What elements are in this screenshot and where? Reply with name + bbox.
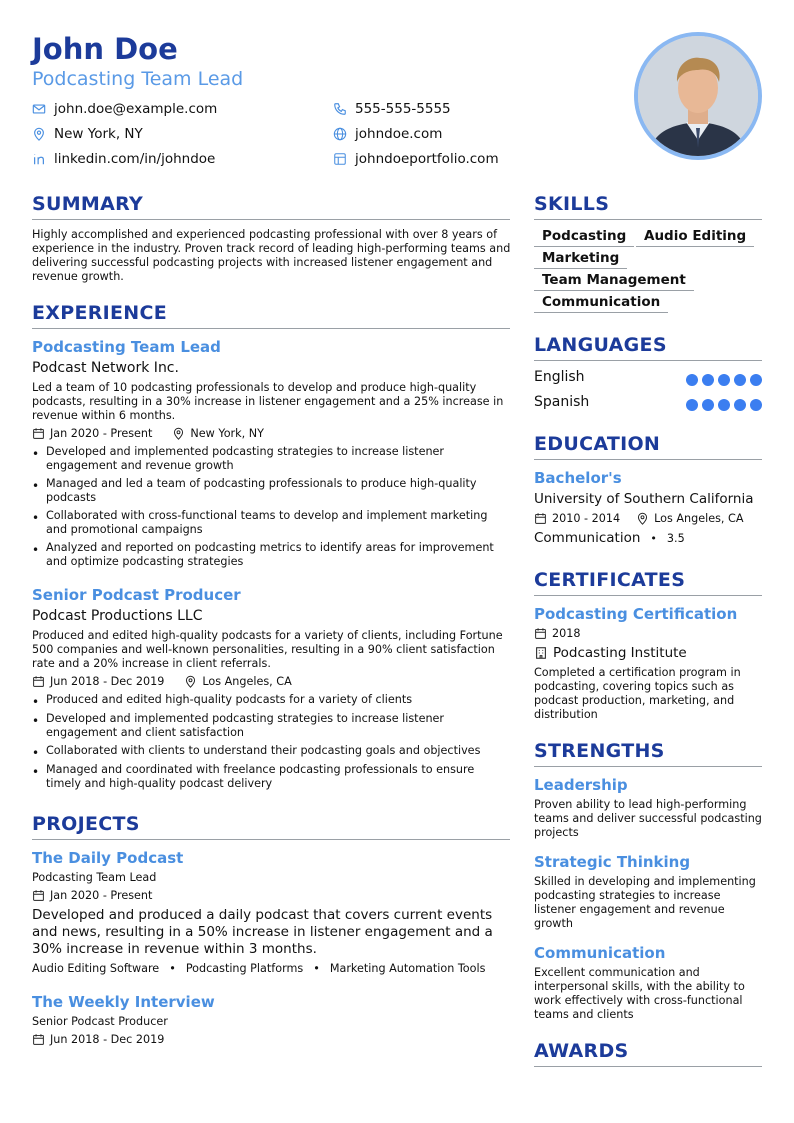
linkedin-text: linkedin.com/in/johndoe [54,151,216,167]
email-text: john.doe@example.com [54,101,218,117]
skill-tag: Audio Editing [636,228,754,247]
contact-email[interactable] [32,101,217,117]
project-title: The Weekly Interview [32,993,215,1011]
list-item: • Analyzed and reported on podcasting metrics to identify areas for improvement and optimize podcasting strategies [32,541,512,569]
location-pin-icon [172,427,185,440]
education-dates: 2010 - 2014 [552,512,621,525]
globe-icon [333,127,347,141]
list-item: • Developed and implemented podcasting strategies to increase listener engagement and client satisfaction [32,712,512,740]
institution-icon [534,646,548,660]
job-company: Podcast Productions LLC [32,608,203,624]
strength-text: Proven ability to lead high-performing teams and deliver successful podcasting projects [534,798,762,839]
strength-text: Excellent communication and interpersonal skills, with the ability to work effectively with cross-functional teams and clients [534,966,745,1021]
phone-icon [333,102,347,116]
education-field: Communication [534,530,641,546]
level-dot [734,374,746,386]
calendar-icon [534,627,547,640]
level-dot [686,374,698,386]
summary-text: Highly accomplished and experienced podcasting professional with over 8 years of experience in the industry. Proven track record of leading high-performing teams and delivering successful podcasting projects with increased listener engagement and revenue growth. [32,228,511,283]
certificate-title: Podcasting Certification [534,605,738,623]
education-gpa: 3.5 [666,531,685,545]
list-item: • Managed and led a team of podcasting professionals to produce high-quality podcasts [32,477,512,505]
candidate-name: John Doe [32,32,178,66]
portfolio-icon [333,152,347,166]
location-pin-icon [636,512,649,525]
language-level-dots [686,399,762,411]
job-dates: Jun 2018 - Dec 2019 [50,675,165,688]
section-divider [534,219,762,220]
calendar-icon [32,889,45,902]
list-item: • Managed and coordinated with freelance podcasting professionals to ensure timely and high-quality podcast delivery [32,763,512,791]
section-divider [32,219,510,220]
projects-heading: PROJECTS [32,813,140,835]
level-dot [702,399,714,411]
project-dates: Jan 2020 - Present [50,889,153,902]
level-dot [734,399,746,411]
tool-tag: Audio Editing Software [32,962,160,975]
location-pin-icon [184,675,197,688]
skill-tag: Communication [534,294,668,313]
skill-tag: Podcasting [534,228,634,247]
calendar-icon [534,512,547,525]
experience-heading: EXPERIENCE [32,302,168,324]
awards-heading: AWARDS [534,1040,629,1062]
tool-tag: Marketing Automation Tools [329,962,486,975]
separator-dot: • [313,962,320,975]
job-description: Produced and edited high-quality podcasts for a variety of clients, including Fortune 500 companies and well-known personalities, resulting in a 90% client satisfaction rate and a 20% increase in client referrals. [32,629,503,670]
project-meta [32,1033,164,1046]
calendar-icon [32,1033,45,1046]
job-description: Led a team of 10 podcasting professionals to develop and produce high-quality podcasts, resulting in a 30% increase in listener engagement and a 25% increase in revenue within 6 months. [32,381,504,422]
skill-tag: Marketing [534,250,627,269]
education-meta [534,512,743,525]
certificate-meta [534,627,580,640]
phone-text: 555-555-5555 [355,101,451,117]
calendar-icon [32,675,45,688]
envelope-icon [32,102,46,116]
strength-title: Communication [534,944,666,962]
language-level-dots [686,374,762,386]
contact-website[interactable] [333,126,442,142]
job-meta [32,675,292,688]
education-location: Los Angeles, CA [654,512,744,525]
job-title: Podcasting Team Lead [32,338,221,356]
strength-text: Skilled in developing and implementing podcasting strategies to increase listener engagement and revenue growth [534,875,756,930]
strengths-heading: STRENGTHS [534,740,665,762]
level-dot [686,399,698,411]
level-dot [718,399,730,411]
job-company: Podcast Network Inc. [32,360,179,376]
level-dot [718,374,730,386]
project-dates: Jun 2018 - Dec 2019 [50,1033,165,1046]
project-role: Podcasting Team Lead [32,871,157,884]
skills-heading: SKILLS [534,193,610,215]
certificate-issuer: Podcasting Institute [553,645,687,661]
contact-location [32,126,143,142]
job-meta [32,427,264,440]
education-heading: EDUCATION [534,433,661,455]
strength-title: Strategic Thinking [534,853,691,871]
project-role: Senior Podcast Producer [32,1015,168,1028]
certificates-heading: CERTIFICATES [534,569,686,591]
separator-dot: • [169,962,176,975]
section-divider [534,360,762,361]
project-title: The Daily Podcast [32,849,184,867]
section-divider [534,1066,762,1067]
project-meta [32,889,152,902]
certificate-year: 2018 [552,627,581,640]
calendar-icon [32,427,45,440]
level-dot [750,374,762,386]
section-divider [534,595,762,596]
job-location: New York, NY [190,427,264,440]
contact-portfolio[interactable] [333,151,499,167]
candidate-title: Podcasting Team Lead [32,68,244,90]
certificate-issuer-row [534,645,687,661]
level-dot [702,374,714,386]
location-text: New York, NY [54,126,143,142]
languages-heading: LANGUAGES [534,334,667,356]
skill-tag: Team Management [534,272,694,291]
level-dot [750,399,762,411]
job-dates: Jan 2020 - Present [50,427,153,440]
strength-title: Leadership [534,776,628,794]
separator-dot: • [650,531,657,545]
language-name: English [534,369,585,385]
location-pin-icon [32,127,46,141]
profile-photo [634,32,762,160]
section-divider [32,328,510,329]
job-title: Senior Podcast Producer [32,586,241,604]
certificate-description: Completed a certification program in podcasting, covering topics such as podcast production, marketing, and distribution [534,666,741,721]
language-name: Spanish [534,394,590,410]
section-divider [32,839,510,840]
tool-tag: Podcasting Platforms [185,962,304,975]
project-description: Developed and produced a daily podcast that covers current events and news, resulting in a 50% increase in listener engagement and a 30% increase in revenue within 3 months. [32,907,493,957]
linkedin-icon [32,152,46,166]
section-divider [534,459,762,460]
project-tools [32,962,485,975]
list-item: • Collaborated with clients to understand their podcasting goals and objectives [32,744,512,758]
education-field-row [534,530,685,546]
contact-phone[interactable] [333,101,451,117]
job-location: Los Angeles, CA [202,675,292,688]
section-divider [534,766,762,767]
list-item: • Produced and edited high-quality podcasts for a variety of clients [32,693,512,707]
degree: Bachelor's [534,469,622,487]
list-item: • Collaborated with cross-functional teams to develop and implement marketing and promotional campaigns [32,509,512,537]
website-text: johndoe.com [355,126,443,142]
contact-linkedin[interactable] [32,151,215,167]
summary-heading: SUMMARY [32,193,144,215]
school-name: University of Southern California [534,491,754,507]
list-item: • Developed and implemented podcasting strategies to increase listener engagement and revenue growth [32,445,512,473]
portfolio-text: johndoeportfolio.com [355,151,499,167]
